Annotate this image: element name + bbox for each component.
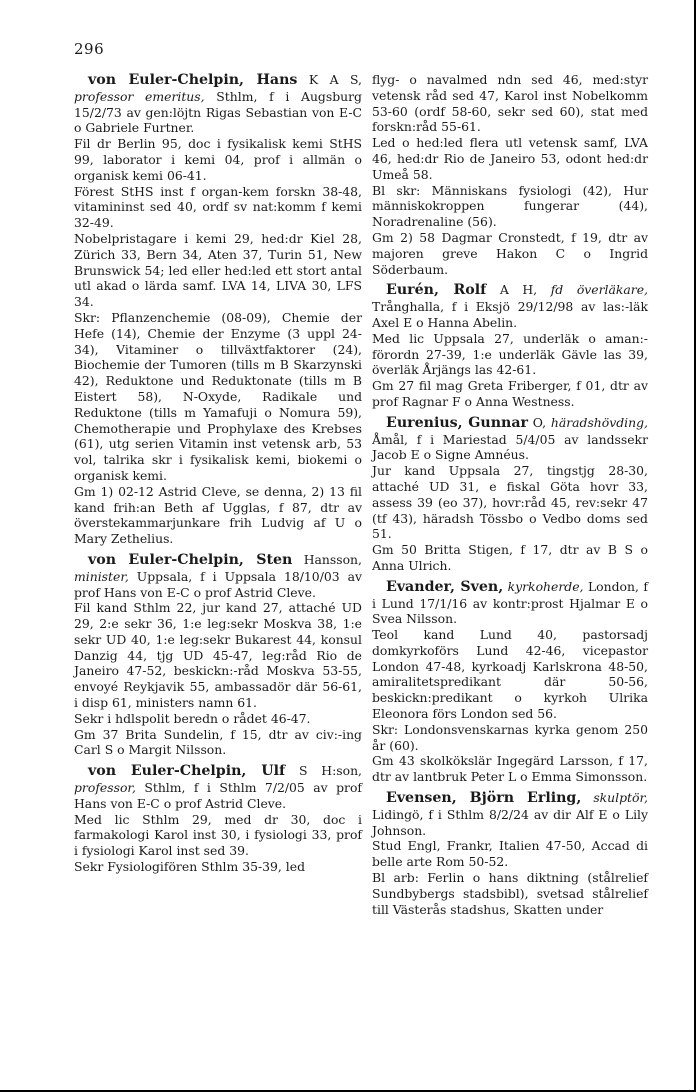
entry-paragraph: Skr: Pflanzenchemie (08-09), Chemie der Hefe (14), Chemie der Enzyme (3 uppl 24-34), Vitaminer o tillväxtfaktorer (24), Biochemie der Tumoren (tills m B Skarzynski 42), Reduktone und Reduktonate (tills m B Eistert 58), N-Oxyde, Radikale und Reduktone (tills m Yamafuji o Nomura 59), Chemotherapie und Prophylaxe des Krebses (61), utg serien Vitamin inst vetensk arb, 53 vol, talrika skr i fysikalisk kemi, biokemi o organisk kemi.	[74, 309, 362, 483]
biography-entry	[372, 579, 648, 785]
entry-header	[372, 790, 648, 838]
entry-honours: A H,	[486, 282, 551, 298]
entry-title: häradshövding,	[550, 414, 648, 430]
biography-entry	[372, 415, 648, 574]
biography-entry	[372, 790, 648, 917]
entry-paragraph: Teol kand Lund 40, pastorsadj domkyrkoförs Lund 42-46, vicepastor London 47-48, kyrkoadj Karlskrona 48-50, amiralitetspredikant där 50-56, beskickn:predikant o kyrkoh Ulrika Eleonora förs London sed 56.	[372, 627, 648, 722]
biography-entry	[372, 282, 648, 409]
entry-paragraph: Förest StHS inst f organ-kem forskn 38-48, vitamininst sed 40, ordf sv nat:komm f kemi 32-49.	[74, 183, 362, 231]
entry-name: von Euler-Chelpin, Sten	[88, 551, 293, 568]
entry-paragraph: Gm 1) 02-12 Astrid Cleve, se denna, 2) 13 fil kand frih:an Beth af Ugglas, f 87, dtr av överstekammarjunkare frih Ludvig af U o Mary Zethelius.	[74, 483, 362, 547]
entry-paragraph: Stud Engl, Frankr, Italien 47-50, Accad di belle arte Rom 50-52.	[372, 838, 648, 870]
entry-header	[74, 552, 362, 600]
entry-paragraph: Led o hed:led flera utl vetensk samf, LVA 46, hed:dr Rio de Janeiro 53, odont hed:dr Umeå 58.	[372, 135, 648, 182]
entry-name: von Euler-Chelpin, Hans	[88, 72, 298, 88]
page-number: 296	[74, 40, 105, 58]
entry-name: Evensen, Björn Erling,	[386, 790, 582, 807]
entry-header	[372, 415, 648, 463]
entry-birth-info: London, f i Lund 17/1/16 av kontr:prost Hjalmar E o Svea Nilsson.	[372, 578, 648, 627]
entry-paragraph: Skr: Londonsvenskarnas kyrka genom 250 år (60).	[372, 721, 648, 753]
biography-entry	[372, 72, 648, 277]
entry-paragraph: flyg- o navalmed ndn sed 46, med:styr vetensk råd sed 47, Karol inst Nobelkomm 53-60 (ordf 58-60, sekr sed 60), stat med forskn:råd 55-61.	[372, 72, 648, 135]
entry-paragraph: Sekr i hdlspolit beredn o rådet 46-47.	[74, 710, 311, 726]
entry-name: Eurén, Rolf	[386, 282, 487, 299]
right-column	[372, 72, 648, 922]
entry-honours: Hansson,	[292, 551, 362, 567]
entry-header	[74, 72, 362, 136]
entry-paragraph: Sekr Fysiologifören Sthlm 35-39, led	[74, 859, 306, 875]
entry-paragraph: Gm 2) 58 Dagmar Cronstedt, f 19, dtr av majoren greve Hakon C o Ingrid Söderbaum.	[372, 229, 648, 277]
entry-paragraph: Bl arb: Ferlin o hans diktning (stålrelief Sundbybergs stadsbibl), svetsad stålrelief till Västerås stadshus, Skatten under	[372, 870, 648, 917]
entry-paragraph: Nobelpristagare i kemi 29, hed:dr Kiel 28, Zürich 33, Bern 34, Aten 37, Turin 51, New Brunswick 54; led eller hed:led ett stort antal utl akad o lärda samf. LVA 14, LIVA 30, LFS 34.	[74, 230, 362, 310]
entry-title: skulptör,	[593, 790, 648, 806]
entry-honours: K A S,	[297, 72, 362, 87]
entry-paragraph: Jur kand Uppsala 27, tingstjg 28-30, attaché UD 31, e fiskal Göta hovr 33, assess 39 (eo 37), hovr:råd 45, rev:sekr 47 (tf 43), häradsh Tössbo o Vedbo doms sed 51.	[372, 463, 648, 542]
entry-title: professor,	[74, 780, 136, 796]
entry-birth-info: Lidingö, f i Sthlm 8/2/24 av dir Alf E o Lily Johnson.	[372, 806, 648, 838]
entry-honours: O,	[528, 414, 551, 430]
entry-birth-info: Åmål, f i Mariestad 5/4/05 av landssekr Jacob E o Signe Amnéus.	[372, 431, 648, 463]
entry-paragraph: Fil kand Sthlm 22, jur kand 27, attaché UD 29, 2:e sekr 36, 1:e leg:sekr Moskva 38, 1:e sekr UD 40, 1:e leg:sekr Bukarest 44, konsul Danzig 44, tjg UD 45-47, leg:råd Rio de Janeiro 47-52, beskickn:-råd Moskva 53-55, envoyé Reykjavik 55, ambassadör där 56-61, i disp 61, ministers namn 61.	[74, 600, 362, 711]
biography-entry	[74, 763, 362, 875]
entry-title: professor emeritus,	[74, 88, 205, 104]
entry-name: Evander, Sven,	[386, 578, 504, 595]
biography-entry	[74, 552, 362, 758]
entry-paragraph: Gm 50 Britta Stigen, f 17, dtr av B S o Anna Ulrich.	[372, 542, 648, 573]
entry-title: minister,	[74, 568, 129, 584]
entry-birth-info: Uppsala, f i Uppsala 18/10/03 av prof Hans von E-C o prof Astrid Cleve.	[74, 568, 362, 600]
entry-birth-info: Trånghalla, f i Eksjö 29/12/98 av las:-läk Axel E o Hanna Abelin.	[372, 299, 648, 330]
entry-header	[74, 763, 362, 811]
entry-name: von Euler-Chelpin, Ulf	[88, 763, 286, 780]
entry-birth-info: Sthlm, f i Augsburg 15/2/73 av gen:löjtn Rigas Sebastian von E-C o Gabriele Furtner.	[74, 88, 362, 136]
left-column	[74, 72, 362, 880]
biography-entry	[74, 72, 362, 547]
entry-birth-info: Sthlm, f i Sthlm 7/2/05 av prof Hans von E-C o prof Astrid Cleve.	[74, 780, 362, 811]
entry-paragraph: Bl skr: Människans fysiologi (42), Hur människokroppen fungerar (44), Noradrenaline (56).	[372, 182, 648, 230]
entry-header	[372, 282, 648, 330]
entry-paragraph: Med lic Uppsala 27, underläk o aman:-förordn 27-39, 1:e underläk Gävle las 39, överläk Årjängs las 42-61.	[372, 330, 648, 378]
entry-paragraph: Gm 43 skolkökslär Ingegärd Larsson, f 17, dtr av lantbruk Peter L o Emma Simonsson.	[372, 753, 648, 785]
entry-paragraph: Gm 27 fil mag Greta Friberger, f 01, dtr av prof Ragnar F o Anna Westness.	[372, 378, 648, 409]
entry-honours	[581, 790, 593, 805]
entry-header	[372, 579, 648, 627]
entry-paragraph: Med lic Sthlm 29, med dr 30, doc i farmakologi Karol inst 30, i fysiologi 33, prof i fysiologi Karol inst sed 39.	[74, 811, 362, 859]
entry-honours: S H:son,	[285, 763, 362, 779]
entry-paragraph: Gm 37 Brita Sundelin, f 15, dtr av civ:-ing Carl S o Margit Nilsson.	[74, 726, 362, 758]
entry-paragraph: Fil dr Berlin 95, doc i fysikalisk kemi StHS 99, laborator i kemi 04, prof i allmän o organisk kemi 06-41.	[74, 136, 362, 183]
entry-name: Eurenius, Gunnar	[386, 414, 529, 431]
entry-title: kyrkoherde,	[507, 578, 584, 594]
entry-title: fd överläkare,	[550, 282, 648, 298]
